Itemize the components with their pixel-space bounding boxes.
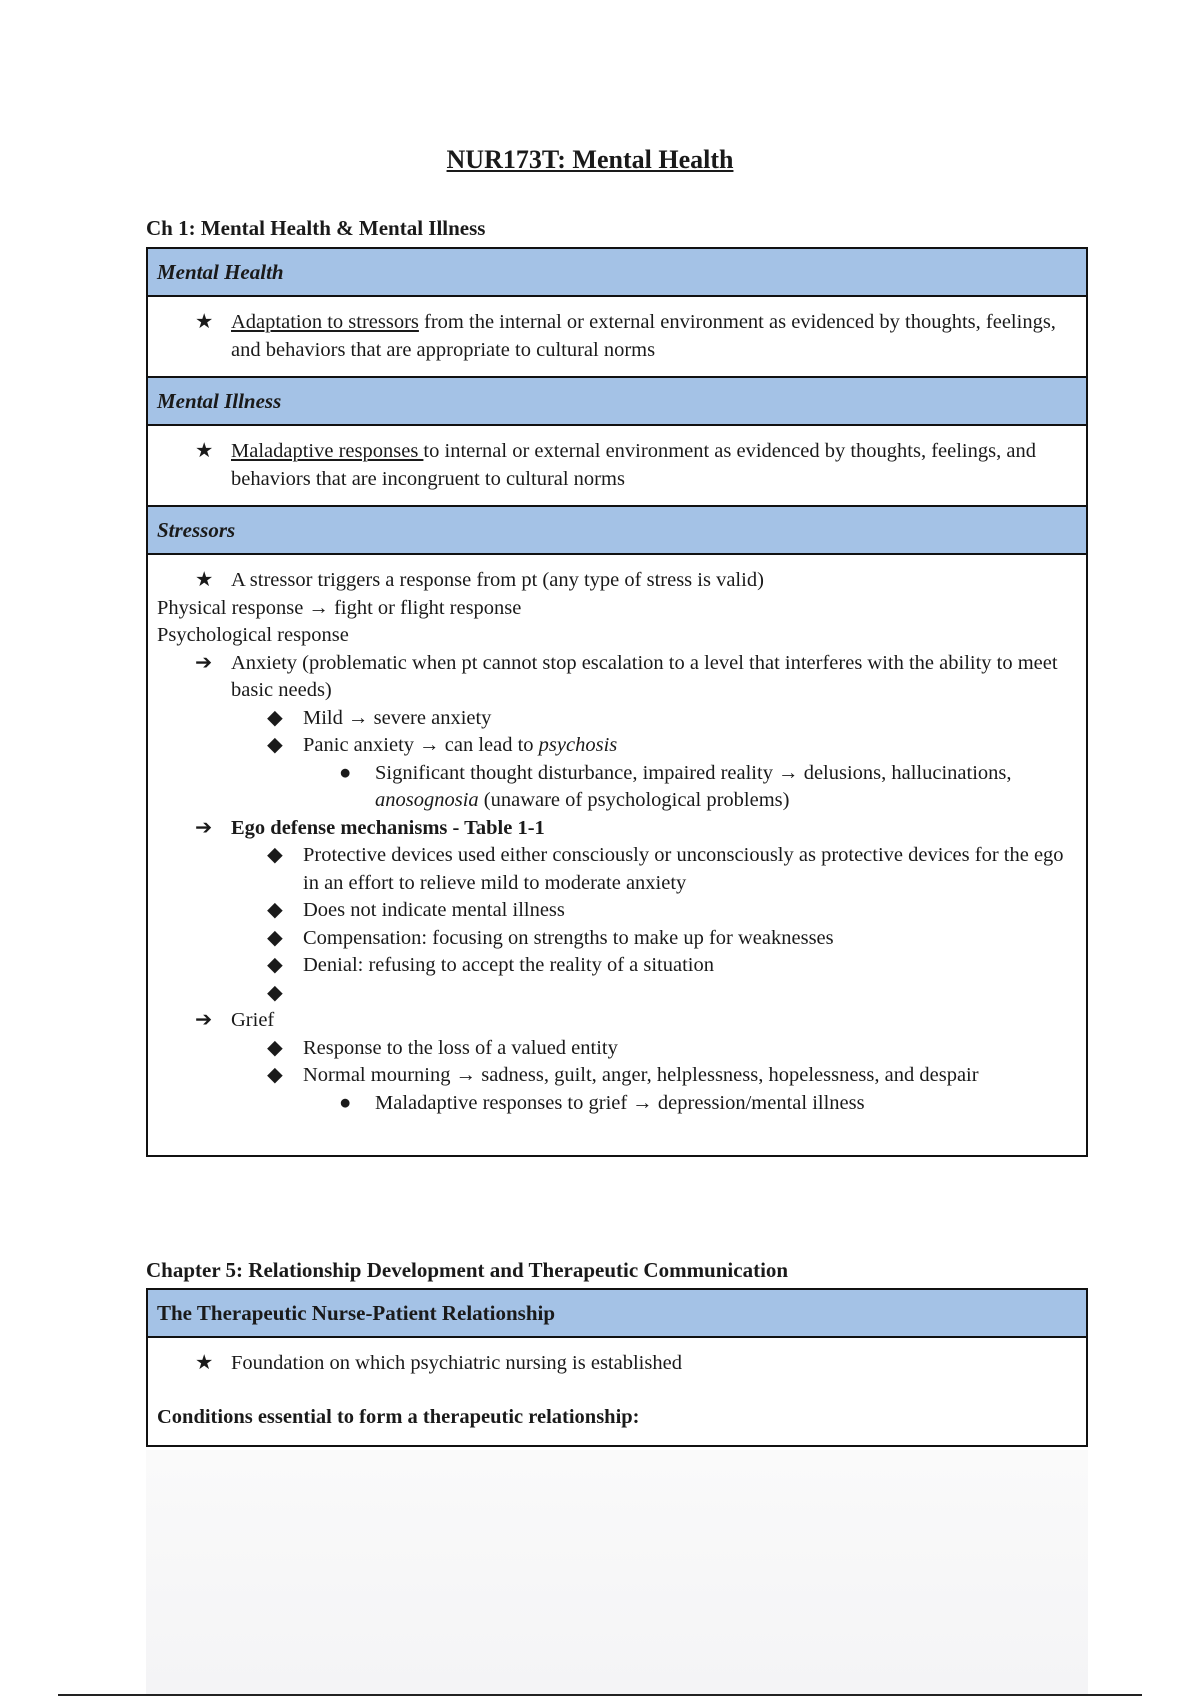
list-item xyxy=(157,1090,1064,1118)
diamond-bullet-icon: ◆ xyxy=(267,1064,283,1086)
diamond-bullet-icon: ◆ xyxy=(267,844,283,866)
mild-anxiety-text: Mild → severe anxiety xyxy=(303,706,492,729)
list-item xyxy=(157,1007,1064,1035)
arrow-bullet-icon: ➔ xyxy=(195,1009,213,1031)
list-item xyxy=(157,650,1064,705)
diamond-bullet-icon: ◆ xyxy=(267,706,283,729)
list-item xyxy=(157,815,1064,843)
bottom-divider xyxy=(58,1694,1142,1696)
chapter-1-heading: Ch 1: Mental Health & Mental Illness xyxy=(146,216,486,240)
physical-response: Physical response → fight or flight response xyxy=(157,596,522,619)
chapter-5-table xyxy=(146,1288,1088,1447)
list-item xyxy=(157,842,1064,897)
ego-item-2: Does not indicate mental illness xyxy=(303,899,565,921)
stressor-intro: A stressor triggers a response from pt (any type of stress is valid) xyxy=(231,569,764,591)
panic-text: Panic anxiety → can lead to xyxy=(303,734,539,756)
list-item xyxy=(157,897,1064,925)
list-item-empty xyxy=(157,980,1064,1008)
stressors-body xyxy=(148,555,1086,1155)
significant-text: Significant thought disturbance, impaired reality → delusions, hallucinations, xyxy=(375,761,1012,784)
dot-bullet-icon: ● xyxy=(339,1091,352,1114)
diamond-bullet-icon: ◆ xyxy=(267,926,283,949)
ego-item-1: Protective devices used either consciously or unconsciously as protective devices for the ego in an effort to relieve mild to moderate anxiety xyxy=(303,844,1064,894)
star-bullet-icon: ★ xyxy=(195,569,214,591)
definition-text: to internal or external environment as evidenced by thoughts, feelings, and behaviors that are incongruent to cultural norms xyxy=(231,440,1036,490)
list-item xyxy=(157,760,1064,815)
document-title: NUR173T: Mental Health xyxy=(446,145,734,174)
diamond-bullet-icon: ◆ xyxy=(267,954,283,976)
ego-defense-heading: Ego defense mechanisms - Table 1-1 xyxy=(231,816,545,839)
list-item xyxy=(157,925,1064,953)
list-item xyxy=(157,705,1064,733)
underlined-term: Maladaptive responses xyxy=(231,440,424,462)
stressors-header: Stressors xyxy=(148,507,1086,555)
ego-item-3: Compensation: focusing on strengths to make up for weaknesses xyxy=(303,926,834,949)
list-item xyxy=(157,438,1064,493)
list-item xyxy=(157,1062,1064,1090)
arrow-bullet-icon: ➔ xyxy=(195,816,213,839)
ego-item-4: Denial: refusing to accept the reality of a situation xyxy=(303,954,714,976)
grief-item-1: Response to the loss of a valued entity xyxy=(303,1036,618,1059)
grief-item-2: Normal mourning → sadness, guilt, anger, helplessness, hopelessness, and despair xyxy=(303,1064,979,1086)
mental-health-header: Mental Health xyxy=(148,249,1086,297)
significant-text-end: (unaware of psychological problems) xyxy=(478,789,790,811)
psychological-response: Psychological response xyxy=(157,624,349,646)
list-item xyxy=(157,1035,1064,1063)
mental-illness-body xyxy=(148,426,1086,507)
star-bullet-icon: ★ xyxy=(195,1352,214,1374)
diamond-bullet-icon: ◆ xyxy=(267,734,283,756)
relationship-header: The Therapeutic Nurse-Patient Relationship xyxy=(148,1290,1086,1338)
anosognosia-term: anosognosia xyxy=(375,789,479,811)
underlined-term: Adaptation to stressors xyxy=(231,311,419,333)
star-bullet-icon: ★ xyxy=(195,311,214,333)
blank-area xyxy=(146,1450,1088,1695)
chapter-5-heading: Chapter 5: Relationship Development and Therapeutic Communication xyxy=(146,1258,789,1282)
list-item xyxy=(157,309,1064,364)
list-item xyxy=(157,567,1064,595)
arrow-bullet-icon: ➔ xyxy=(195,651,213,674)
diamond-bullet-icon: ◆ xyxy=(267,899,283,921)
conditions-heading: Conditions essential to form a therapeutic relationship: xyxy=(157,1405,640,1428)
list-item xyxy=(157,732,1064,760)
relationship-body xyxy=(148,1338,1086,1445)
chapter-1-table xyxy=(146,247,1088,1157)
star-bullet-icon: ★ xyxy=(195,440,214,462)
mental-health-body xyxy=(148,297,1086,378)
psychosis-term: psychosis xyxy=(538,734,618,756)
dot-bullet-icon: ● xyxy=(339,761,352,784)
foundation-text: Foundation on which psychiatric nursing is established xyxy=(231,1352,682,1374)
list-item xyxy=(157,1350,1064,1378)
definition-text: from the internal or external environment as evidenced by thoughts, feelings, and behaviors that are appropriate to cultural norms xyxy=(231,311,1056,361)
diamond-bullet-icon: ◆ xyxy=(267,1036,283,1059)
anxiety-text: Anxiety (problematic when pt cannot stop escalation to a level that interferes with the ability to meet basic needs) xyxy=(231,651,1058,701)
grief-text: Grief xyxy=(231,1009,275,1031)
grief-item-3: Maladaptive responses to grief → depression/mental illness xyxy=(375,1091,865,1114)
list-item xyxy=(157,952,1064,980)
mental-illness-header: Mental Illness xyxy=(148,378,1086,426)
diamond-bullet-icon: ◆ xyxy=(267,981,283,1004)
